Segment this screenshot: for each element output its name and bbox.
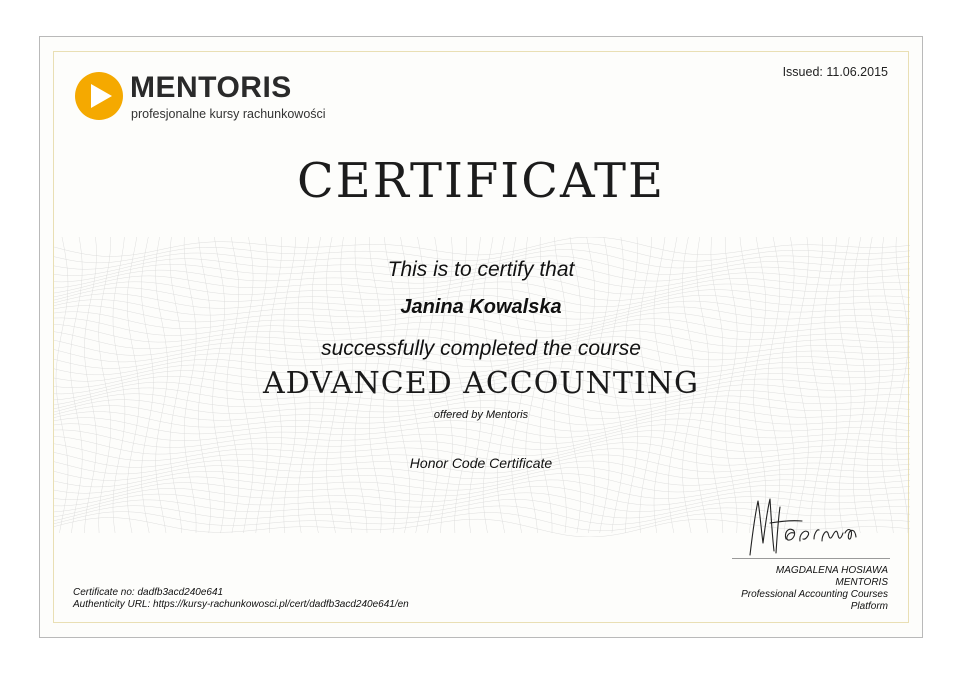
issued-date: Issued: 11.06.2015: [782, 65, 888, 79]
signer-role-cont: Platform: [850, 601, 888, 612]
certificate-number: Certificate no: dadfb3acd240e641: [73, 587, 224, 598]
certify-text: This is to certify that: [387, 258, 575, 281]
signer-details: [741, 565, 888, 613]
signer-org: MENTORIS: [835, 577, 888, 588]
signature-image: [730, 493, 900, 563]
completed-text: successfully completed the course: [321, 337, 641, 360]
signature-line: [732, 558, 890, 559]
certificate-type: Honor Code Certificate: [409, 455, 553, 471]
recipient-name: Janina Kowalska: [400, 296, 562, 318]
certificate-sheet: [39, 36, 923, 638]
certificate-title: CERTIFICATE: [296, 153, 666, 209]
authenticity-url: Authenticity URL: https://kursy-rachunkowosci.pl/cert/dadfb3acd240e641/en: [73, 599, 409, 610]
brand-tagline: profesjonalne kursy rachunkowości: [131, 107, 326, 121]
play-icon: [74, 71, 124, 121]
brand-logo: [74, 71, 334, 125]
brand-name: MENTORIS: [130, 71, 292, 104]
certificate-info: [73, 587, 409, 611]
signer-role: Professional Accounting Courses: [741, 589, 888, 600]
course-name: ADVANCED ACCOUNTING: [263, 366, 699, 401]
offered-by: offered by Mentoris: [433, 409, 529, 421]
signer-name: MAGDALENA HOSIAWA: [775, 565, 888, 576]
